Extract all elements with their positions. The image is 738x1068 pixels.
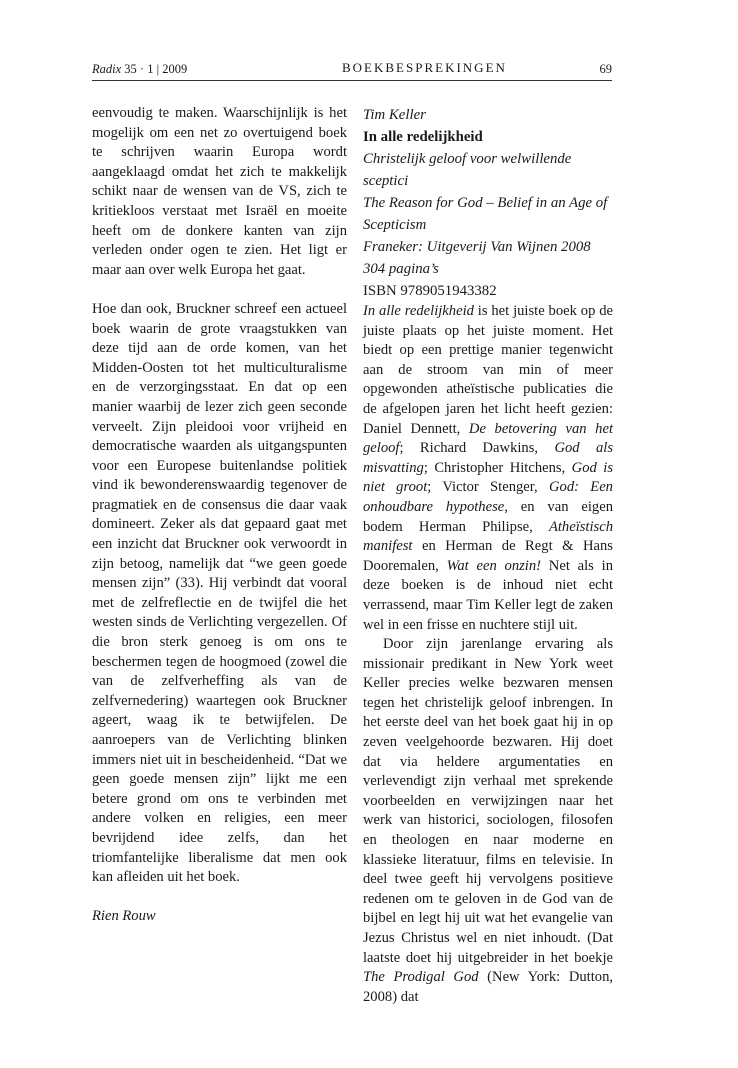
text-span: is het juiste boek op de juiste plaats op het juiste moment. Het biedt op een prettige manier tegenwicht aan de stroom van min of meer opgewonden atheïstische publicaties die de afgelopen jaren het licht heeft gezien: Daniel Dennett, [363, 303, 613, 437]
text-span: , en van eigen bodem Herman Philipse, [363, 498, 613, 535]
paragraph: Hoe dan ook, Bruckner schreef een actueel boek waarin de grote vraagstukken van deze tijd aan de orde komen, van het Midden-Oosten tot het multiculturalisme en de verzorgingsstaat. En dat op een manier waarbij de lezer zich geen seconde verveelt. Zijn pleidooi voor vrijheid en democratische waarden als uitgangspunten voor een Europese buitenlandse politiek vind ik bewonderenswaardig tegenover de pragmatiek en de consensus die daar vaak domineert. Zeker als dat gepaard gaat met een inzicht dat Bruckner ook verwoordt in zijn betoog, namelijk dat “we geen goede mensen zijn” (33). Hij verbindt dat vooral met de zelfreflectie en de twijfel die het westen sinds de Verlichting vergezellen. Of die bron sterk genoeg is om ons te beschermen tegen de hoogmoed (zowel die van de zelfverheffing als van de zelfvernedering) waartegen ook Bruckner ageert, waag ik te betwijfelen. De aanroepers van de Verlichting blinken immers niet uit in bescheidenheid. “Dat we geen goede mensen zijn” lijkt me een betere grond om ons te verbinden met andere volken en religies, een meer bevrijdend idee zelfs, dan het triomfantelijke liberalisme dat men ook kan afleiden uit het boek. [92, 300, 347, 886]
book-details [363, 104, 613, 302]
text-span: God is niet groot [363, 459, 613, 496]
text-span: ; Victor Stenger, [427, 479, 549, 496]
right-column [363, 104, 613, 1007]
paragraph [363, 635, 613, 1007]
text-span: Wat een onzin! [446, 557, 542, 574]
paragraph [363, 302, 613, 635]
text-span: ; Christopher Hitchens, [423, 459, 572, 476]
text-span: De betovering van het geloof [363, 420, 613, 457]
book-pages: 304 pagina’s [363, 261, 439, 277]
book-title: In alle redelijkheid [363, 129, 483, 145]
book-isbn: ISBN 9789051943382 [363, 283, 497, 299]
text-span: Net als in deze boeken is de inhoud niet echt verrassend, maar Tim Keller legt de zaken wel in een frisse en nuchtere stijl uit. [363, 557, 613, 633]
book-author: Tim Keller [363, 107, 426, 123]
text-span: Atheïstisch manifest [363, 518, 613, 555]
book-subtitle: Christelijk geloof voor welwillende sceptici [363, 151, 572, 189]
page-number: 69 [599, 62, 612, 76]
text-span: en Herman de Regt & Hans Dooremalen, [363, 538, 613, 574]
review-author: Rien Rouw [92, 908, 156, 925]
text-span: In alle redelijkheid [363, 303, 474, 319]
issue-label: 35 · 1 | 2009 [124, 62, 188, 76]
text-span: (New York: Dutton, 2008) dat [363, 969, 614, 1005]
text-span: ; Richard Dawkins, [399, 440, 555, 457]
text-span: The Prodigal God [363, 969, 479, 986]
paragraph: eenvoudig te maken. Waarschijnlijk is het mogelijk om een net zo overtuigend boek te schrijven waarin Europa wordt aangeklaagd omdat het zich te makkelijk schikt naar de wensen van de VS, zich te kritiekloos verstaat met Israël en moeite heeft om de donkere kanten van zijn verleden onder ogen te zien. Het ligt er maar aan over welk Europa het gaat. [92, 105, 347, 278]
section-title: BOEKBESPREKINGEN [342, 60, 507, 75]
running-header [92, 60, 612, 80]
text-span: God: Een onhoudbare hypothese [363, 479, 613, 515]
header-rule [92, 80, 612, 81]
left-column [92, 104, 347, 927]
text-span: God als misvatting [363, 440, 614, 476]
book-publisher: Franeker: Uitgeverij Van Wijnen 2008 [363, 239, 591, 255]
text-span: Door zijn jarenlange ervaring als missionair predikant in New York weet Keller precies welke bezwaren mensen tegen het christelijk geloof inbrengen. In het eerste deel van het boek gaat hij in op zeven veelgehoorde bezwaren. Hij doet dat via heldere argumentaties en verlevendigt zijn verhaal met sprekende voorbeelden en verwijzingen naar het werk van historici, sociologen, filosofen en theologen en naar moderne en klassieke literatuur, films en televisie. In deel twee geeft hij vervolgens positieve redenen om te geloven in de God van de bijbel en legt hij uit wat het evangelie van Jezus Christus wel en niet inhoudt. (Dat laatste doet hij uitgebreider in het boekje [363, 636, 613, 966]
journal-issue [92, 62, 187, 77]
book-original-title: The Reason for God – Belief in an Age of Scepticism [363, 195, 608, 233]
journal-name: Radix [92, 62, 122, 76]
